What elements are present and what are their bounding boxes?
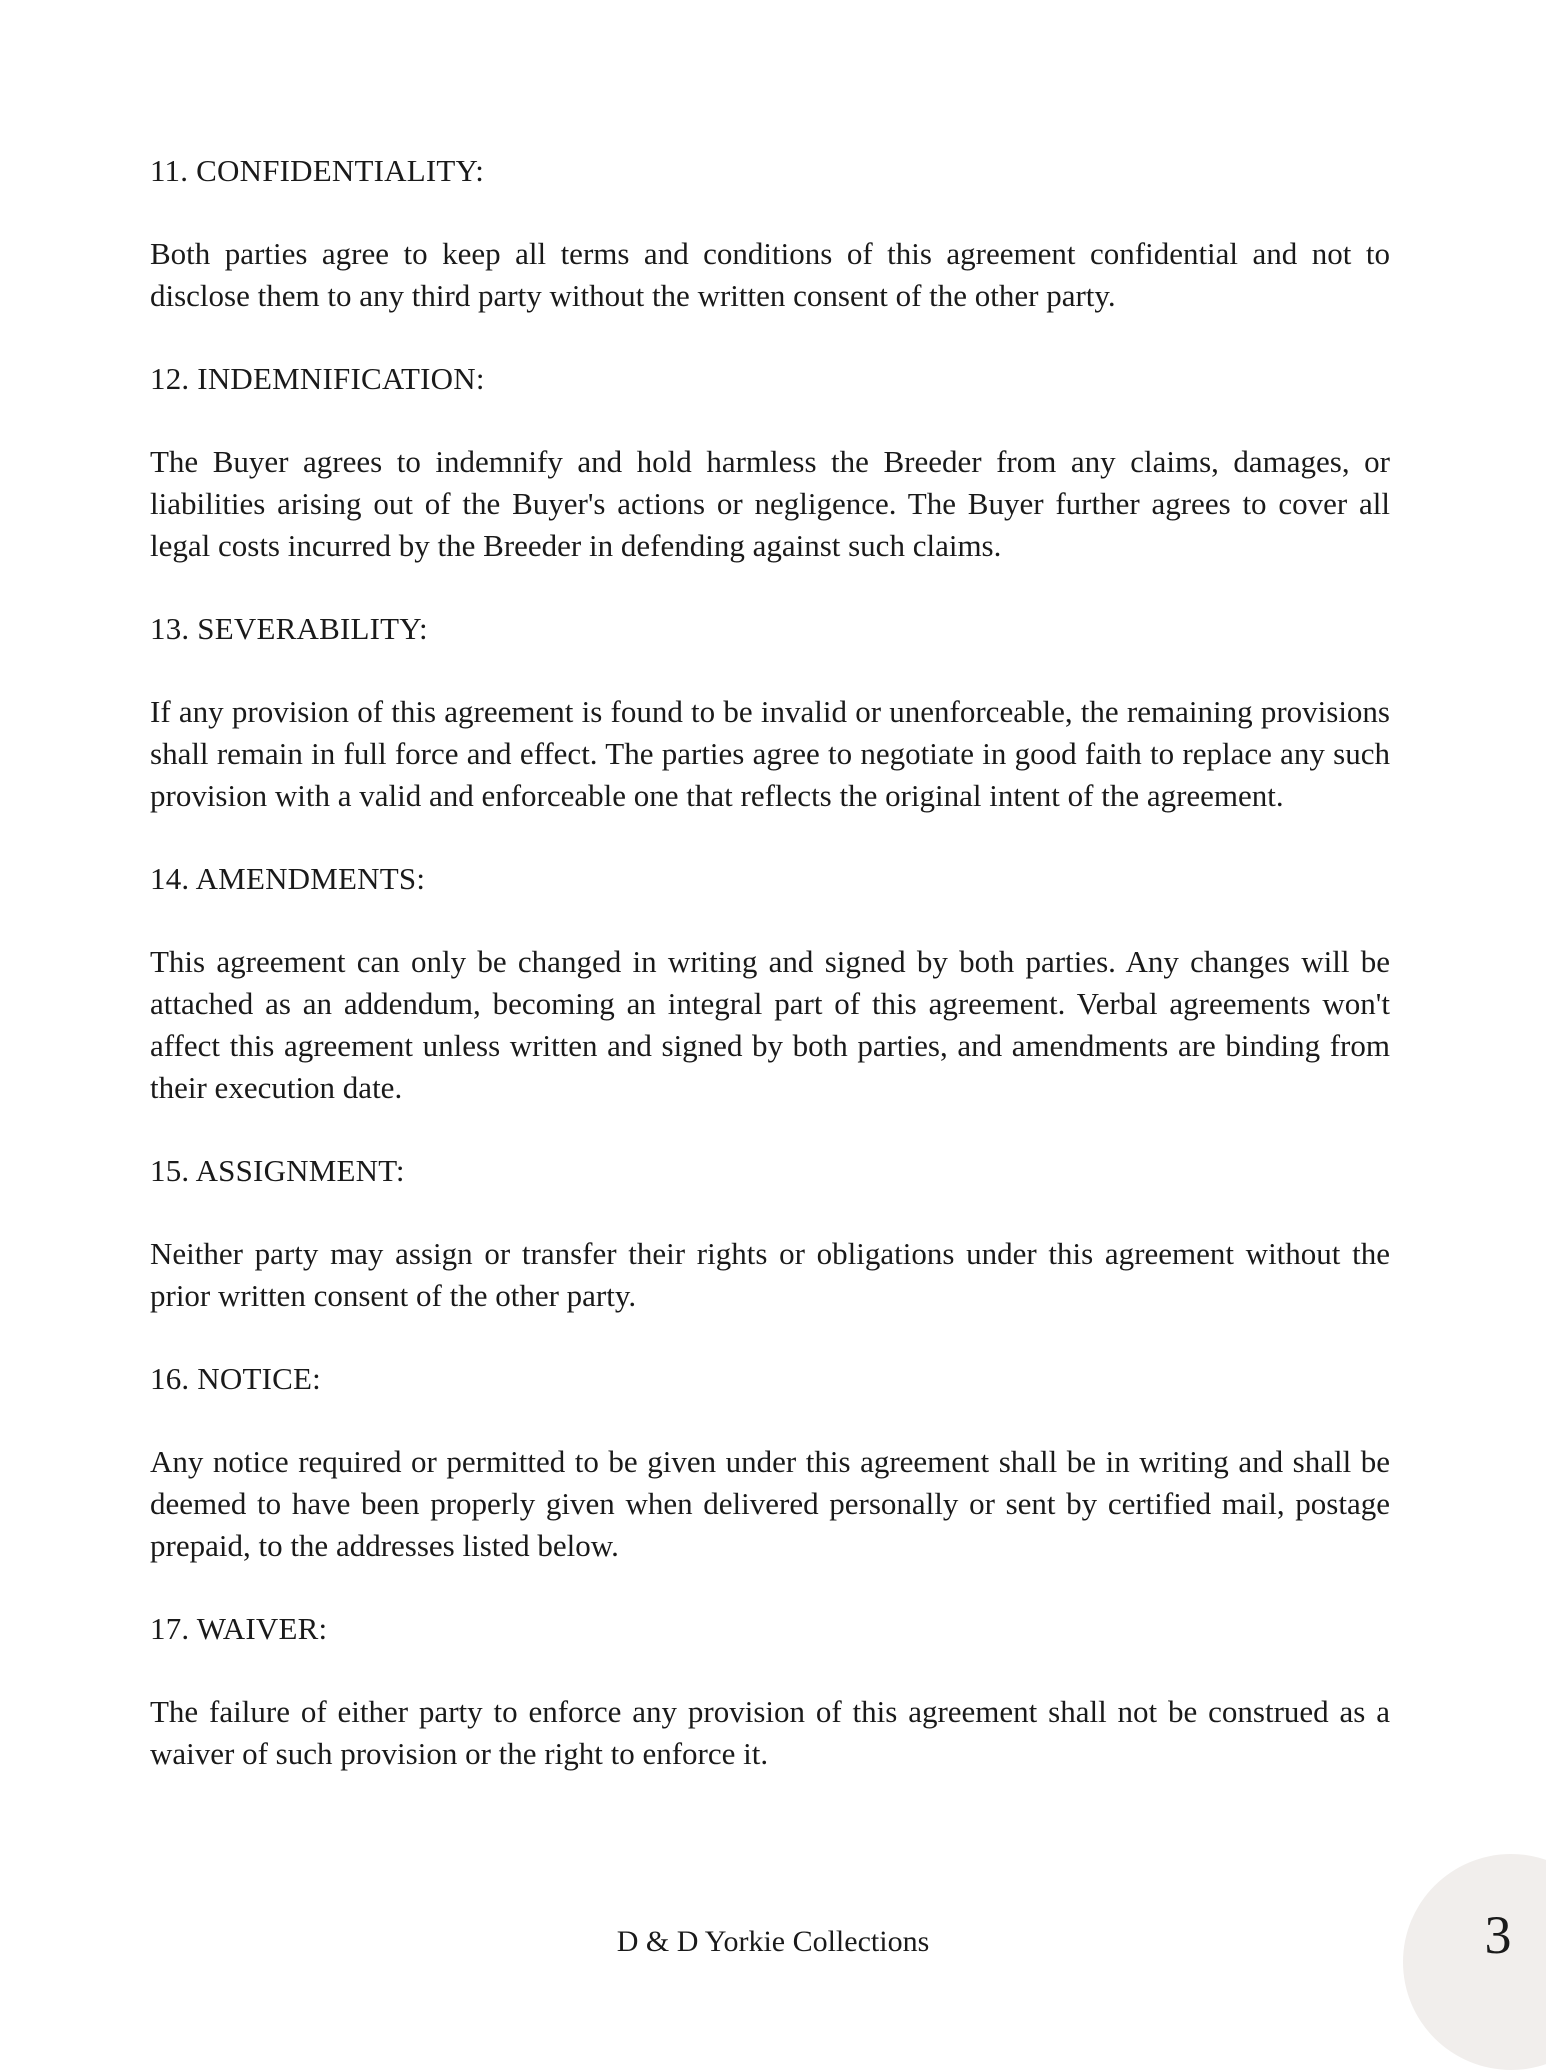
section-severability [150, 608, 1390, 817]
section-assignment [150, 1150, 1390, 1317]
section-heading: 16. NOTICE: [150, 1361, 321, 1396]
section-heading: 13. SEVERABILITY: [150, 611, 428, 646]
page-number: 3 [1484, 1905, 1512, 1965]
section-heading: 11. CONFIDENTIALITY: [150, 153, 485, 188]
section-amendments [150, 858, 1390, 1109]
section-notice [150, 1358, 1390, 1567]
section-body: The failure of either party to enforce any provision of this agreement shall not be construed as a waiver of such provision or the right to enforce it. [150, 1694, 1390, 1771]
section-heading: 14. AMENDMENTS: [150, 861, 426, 896]
footer-company-name: D & D Yorkie Collections [616, 1925, 930, 1958]
section-body: Any notice required or permitted to be given under this agreement shall be in writing and shall be deemed to have been properly given when delivered personally or sent by certified mail, postage prepaid, to the addresses listed below. [150, 1444, 1390, 1563]
section-body: This agreement can only be changed in writing and signed by both parties. Any changes will be attached as an addendum, becoming an integral part of this agreement. Verbal agreements won't affect this agreement unless written and signed by both parties, and amendments are binding from their execution date. [150, 944, 1390, 1105]
section-heading: 12. INDEMNIFICATION: [150, 361, 485, 396]
section-heading: 17. WAIVER: [150, 1611, 328, 1646]
section-heading: 15. ASSIGNMENT: [150, 1153, 405, 1188]
section-waiver [150, 1608, 1390, 1775]
section-body: The Buyer agrees to indemnify and hold harmless the Breeder from any claims, damages, or liabilities arising out of the Buyer's actions or negligence. The Buyer further agrees to cover all legal costs incurred by the Breeder in defending against such claims. [150, 444, 1390, 563]
section-confidentiality [150, 150, 1390, 317]
section-body: Both parties agree to keep all terms and conditions of this agreement confidential and not to disclose them to any third party without the written consent of the other party. [150, 236, 1390, 313]
section-body: If any provision of this agreement is found to be invalid or unenforceable, the remaining provisions shall remain in full force and effect. The parties agree to negotiate in good faith to replace any such provision with a valid and enforceable one that reflects the original intent of the agreement. [150, 694, 1390, 813]
section-indemnification [150, 358, 1390, 567]
section-body: Neither party may assign or transfer their rights or obligations under this agreement without the prior written consent of the other party. [150, 1236, 1390, 1313]
